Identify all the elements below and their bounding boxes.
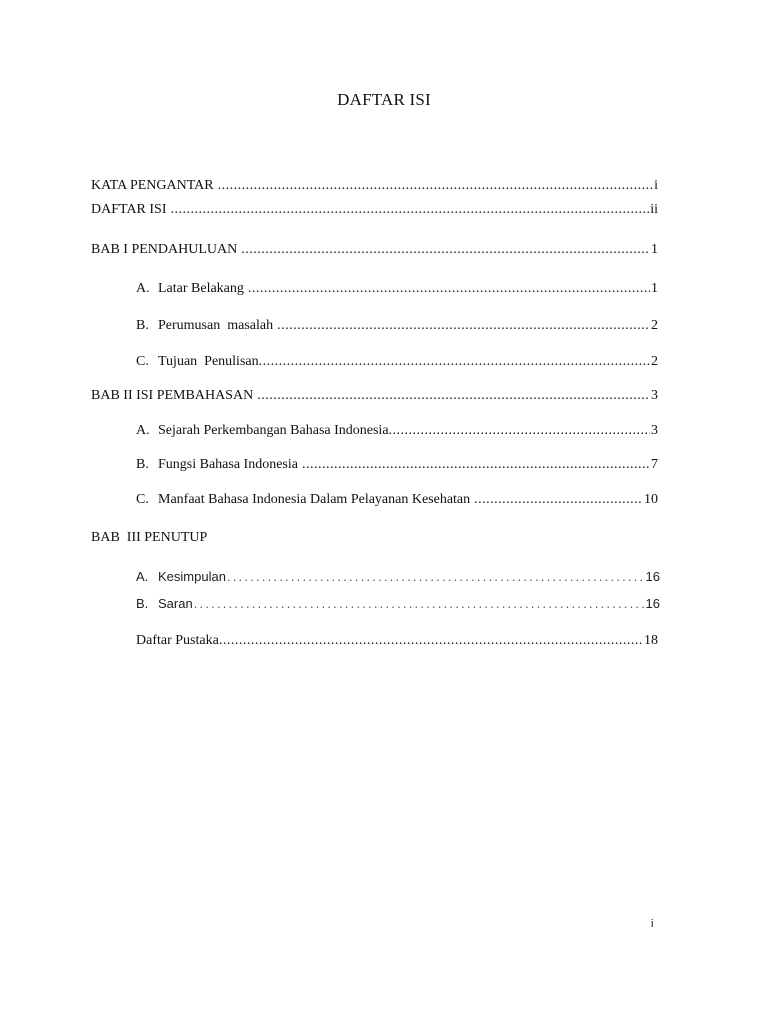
toc-entry-marker: B.: [136, 318, 149, 333]
toc-entry-sejarah-perkembangan: [136, 422, 658, 440]
toc-entry-bab-1: [91, 241, 658, 259]
toc-page-number: i: [654, 178, 658, 193]
dot-leader: [257, 387, 650, 405]
dot-leader: [227, 568, 645, 586]
toc-page-number: 2: [651, 318, 658, 333]
dot-leader: [218, 177, 654, 195]
toc-entry-label: Kesimpulan: [158, 569, 226, 584]
toc-entry-label: Saran: [158, 596, 193, 611]
footer-page-number: i: [651, 918, 654, 930]
toc-entry-marker: C.: [136, 492, 149, 507]
toc-entry-label: Tujuan Penulisan: [158, 354, 259, 369]
toc-entry-kesimpulan: [136, 568, 660, 586]
toc-entry-bab-2: [91, 387, 658, 405]
dot-leader: [259, 353, 650, 371]
dot-leader: [194, 595, 645, 613]
toc-entry-perumusan-masalah: [136, 317, 658, 335]
toc-entry-label: Daftar Pustaka: [136, 633, 219, 648]
dot-leader: [241, 241, 650, 259]
dot-leader: [219, 632, 643, 650]
toc-entry-label: Fungsi Bahasa Indonesia: [158, 457, 298, 472]
toc-page-number: 3: [651, 388, 658, 403]
toc-entry-label: KATA PENGANTAR: [91, 178, 214, 193]
toc-entry-manfaat-bahasa: [136, 491, 658, 509]
toc-entry-label: DAFTAR ISI: [91, 202, 167, 217]
toc-entry-kata-pengantar: [91, 177, 658, 195]
toc-entry-label: Perumusan masalah: [158, 318, 274, 333]
page-title: DAFTAR ISI: [337, 90, 431, 109]
dot-leader: [171, 201, 650, 219]
toc-page-number: ii: [650, 202, 658, 217]
toc-page-number: 7: [651, 457, 658, 472]
toc-entry-saran: [136, 595, 660, 613]
toc-entry-latar-belakang: [136, 280, 658, 298]
toc-entry-marker: A.: [136, 281, 150, 296]
dot-leader: [474, 491, 643, 509]
toc-page-number: 1: [651, 242, 658, 257]
toc-chapter-heading-bab-3: BAB III PENUTUP: [91, 530, 208, 545]
dot-leader: [277, 317, 650, 335]
dot-leader: [248, 280, 650, 298]
toc-entry-tujuan-penulisan: [136, 353, 658, 371]
toc-entry-label: Sejarah Perkembangan Bahasa Indonesia: [158, 423, 389, 438]
toc-page-number: 2: [651, 354, 658, 369]
toc-page-number: 16: [645, 596, 660, 611]
toc-page-number: 1: [651, 281, 658, 296]
toc-entry-daftar-pustaka: [136, 632, 658, 650]
toc-page-number: 16: [645, 569, 660, 584]
toc-entry-daftar-isi: [91, 201, 658, 219]
toc-entry-label: Latar Belakang: [158, 281, 244, 296]
toc-entry-marker: B.: [136, 457, 149, 472]
toc-page-number: 10: [644, 492, 658, 507]
toc-entry-marker: C.: [136, 354, 149, 369]
dot-leader: [389, 422, 650, 440]
dot-leader: [302, 456, 650, 474]
toc-entry-marker: A.: [136, 423, 150, 438]
toc-entry-label: Manfaat Bahasa Indonesia Dalam Pelayanan Kesehatan: [158, 492, 471, 507]
toc-entry-fungsi-bahasa: [136, 456, 658, 474]
toc-page-number: 18: [644, 633, 658, 648]
toc-entry-label: BAB II ISI PEMBAHASAN: [91, 388, 254, 403]
toc-entry-marker: B.: [136, 596, 149, 611]
toc-entry-marker: A.: [136, 569, 149, 584]
toc-entry-label: BAB I PENDAHULUAN: [91, 242, 238, 257]
toc-page-number: 3: [651, 423, 658, 438]
